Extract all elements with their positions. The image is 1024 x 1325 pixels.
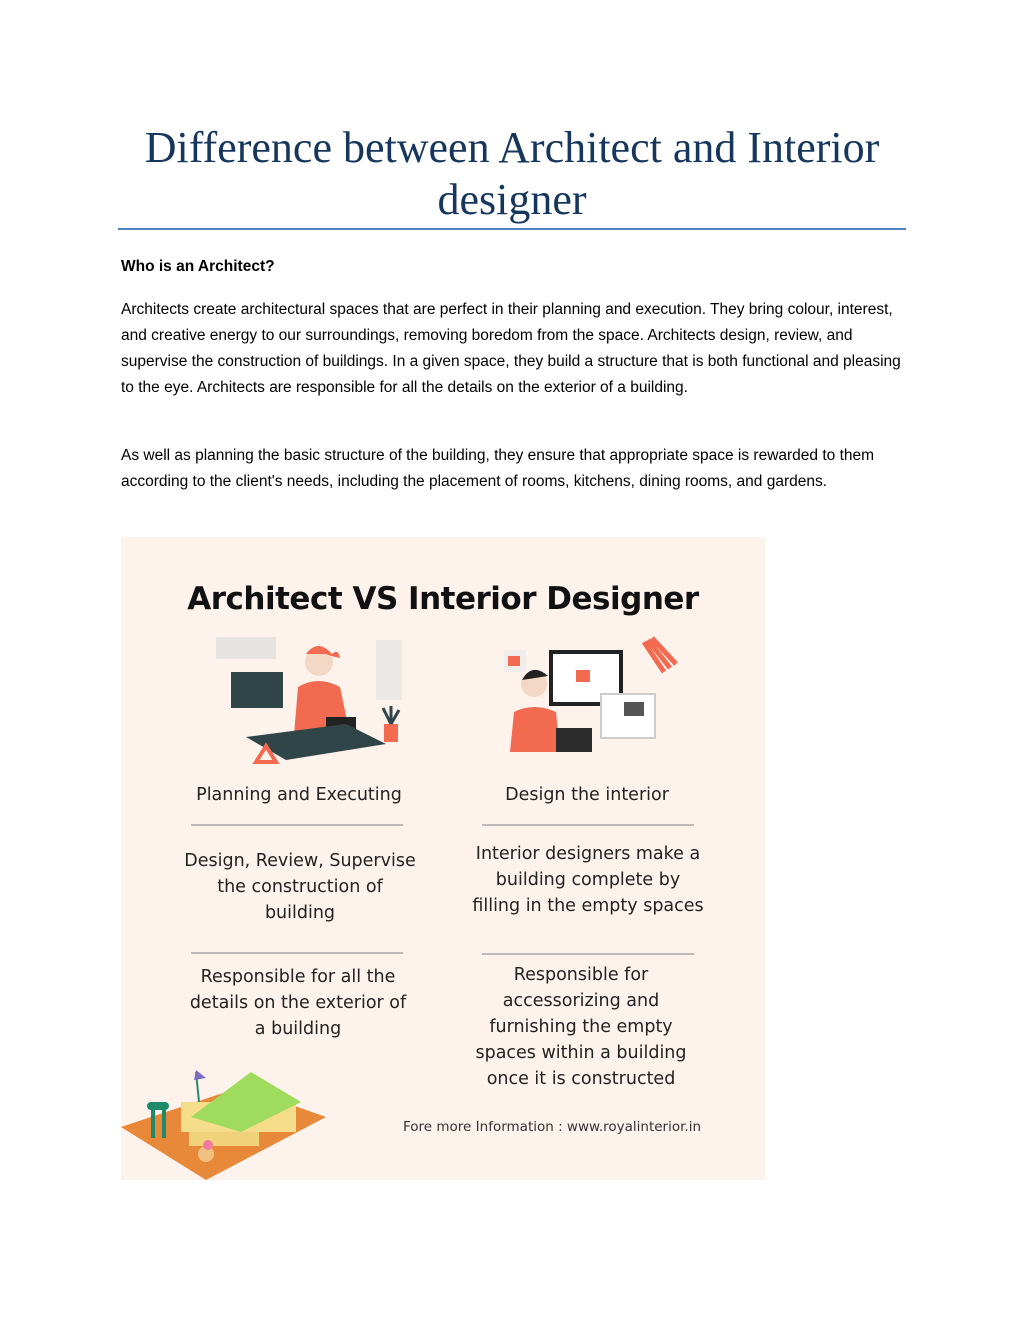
interior-divider-2 bbox=[482, 953, 694, 955]
section-heading: Who is an Architect? bbox=[121, 258, 275, 275]
desk-illustration-icon bbox=[121, 1062, 331, 1180]
architect-point-1: Design, Review, Supervise the construction of building bbox=[184, 851, 416, 923]
footer-info: Fore more Information : www.royalinterior.in bbox=[403, 1119, 702, 1135]
page-title: Difference between Architect and Interior designer bbox=[144, 123, 880, 224]
interior-point-1: Interior designers make a building complete by filling in the empty spaces bbox=[472, 844, 704, 916]
interior-role: Design the interior bbox=[505, 785, 669, 805]
interior-designer-illustration-icon bbox=[496, 632, 696, 767]
title-divider bbox=[118, 228, 906, 230]
architect-divider-2 bbox=[191, 952, 403, 954]
paragraph-1: Architects create architectural spaces that are perfect in their planning and execution. They bring colour, interest, and creative energy to our surroundings, removing boredom from the space. Architects design, review, and supervise the construction of buildings. In a given space, they build a structure that is both functional and pleasing to the eye. Architects are responsible for all the details on the exterior of a building. bbox=[121, 301, 901, 396]
infographic-title: Architect VS Interior Designer bbox=[187, 581, 699, 617]
architect-divider-1 bbox=[191, 824, 403, 826]
architect-illustration-icon bbox=[206, 632, 416, 767]
infographic-image bbox=[121, 537, 765, 1180]
paragraph-2: As well as planning the basic structure of the building, they ensure that appropriate space is rewarded to them according to the client's needs, including the placement of rooms, kitchens, dining rooms, and gardens. bbox=[121, 447, 875, 490]
interior-point-2: Responsible for accessorizing and furnishing the empty spaces within a building once it is constructed bbox=[475, 965, 687, 1089]
interior-divider-1 bbox=[482, 824, 694, 826]
architect-point-2: Responsible for all the details on the exterior of a building bbox=[189, 967, 407, 1039]
architect-role: Planning and Executing bbox=[196, 785, 402, 805]
